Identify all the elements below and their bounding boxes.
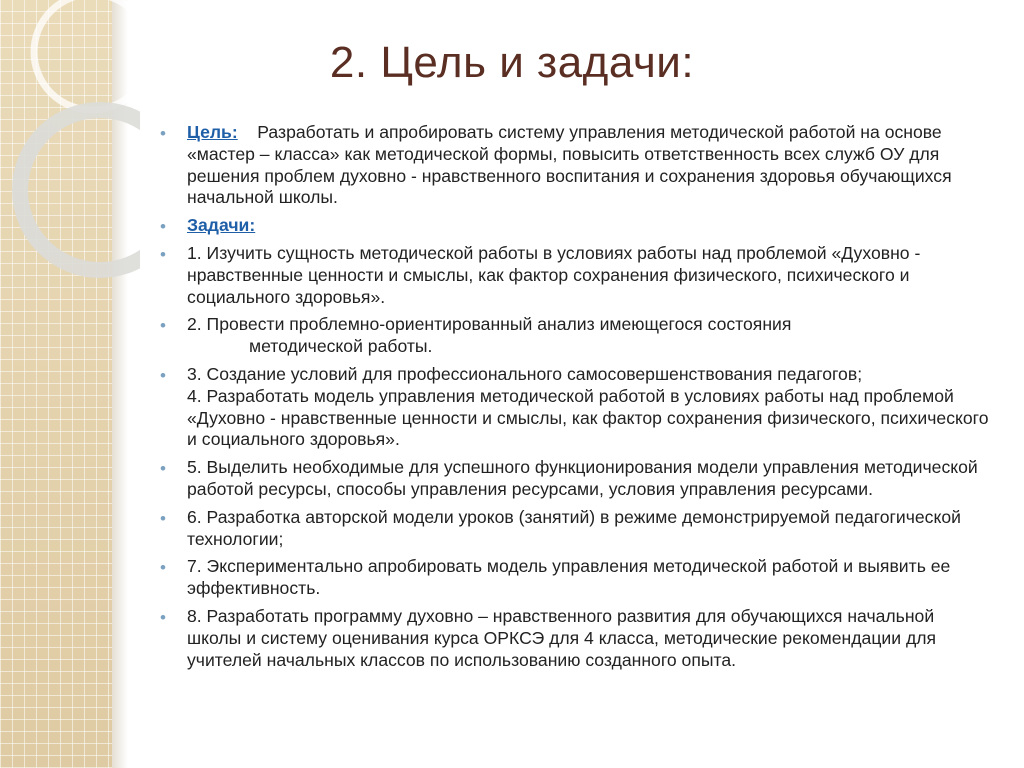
task-8-text: 8. Разработать программу духовно – нравственного развития для обучающихся начальной школы и систему оценивания курса ОРКСЭ для 4 класса, методические рекомендации для учителей начальных классов по использованию созданного опыта.	[187, 605, 937, 670]
task-2-continuation: методической работы.	[249, 336, 433, 357]
list-item-tasks-label	[160, 215, 992, 237]
goal-text: Разработать и апробировать систему управления методической работой на основе «мастер – класса» как методической формы, повысить ответственность всех служб ОУ для решения проблем духовно - нравственного воспитания и сохранения здоровья обучающихся начальной школы.	[187, 122, 952, 208]
list-item-task-3-4	[160, 364, 992, 451]
bullet-icon: •	[160, 365, 166, 385]
bullet-icon: •	[160, 459, 166, 479]
list-item-task-2	[160, 314, 992, 358]
task-1-text: 1. Изучить сущность методической работы в условиях работы над проблемой «Духовно - нравственные ценности и смыслы, как фактор сохранения физического, психического и социального здоровья».	[187, 242, 921, 307]
list-item-task-1	[160, 243, 992, 308]
list-item-task-7	[160, 556, 992, 600]
bullet-icon: •	[160, 607, 166, 627]
slide-title: 2. Цель и задачи:	[329, 38, 695, 87]
goal-label: Цель:	[187, 122, 238, 142]
task-6-text: 6. Разработка авторской модели уроков (занятий) в режиме демонстрируемой педагогической технологии;	[187, 506, 961, 549]
task-2-text: 2. Провести проблемно-ориентированный анализ имеющегося состояния	[187, 314, 792, 335]
task-5-text: 5. Выделить необходимые для успешного функционирования модели управления методической работой ресурсы, способы управления ресурсами, условия управления ресурсами.	[187, 457, 978, 499]
bullet-icon: •	[160, 508, 166, 528]
task-3-text: 3. Создание условий для профессионального самосовершенствования педагогов;	[187, 363, 863, 384]
bullet-icon: •	[160, 244, 166, 264]
tasks-label: Задачи:	[187, 215, 256, 236]
bullet-icon: •	[160, 124, 166, 143]
bullet-icon: •	[160, 316, 166, 336]
content-list	[160, 122, 992, 675]
list-item-task-6	[160, 507, 992, 551]
task-7-text: 7. Экспериментально апробировать модель управления методической работой и выявить ее эффективность.	[187, 556, 951, 599]
bullet-icon: •	[160, 558, 166, 578]
bullet-icon: •	[160, 217, 166, 237]
list-item-task-8	[160, 606, 992, 671]
task-4-text: 4. Разработать модель управления методической работой в условиях работы над проблемой «Духовно - нравственные ценности и смыслы, как фактор сохранения физического, психического и социального здоровья».	[187, 385, 989, 450]
list-item-goal	[160, 122, 992, 209]
list-item-task-5	[160, 457, 992, 501]
